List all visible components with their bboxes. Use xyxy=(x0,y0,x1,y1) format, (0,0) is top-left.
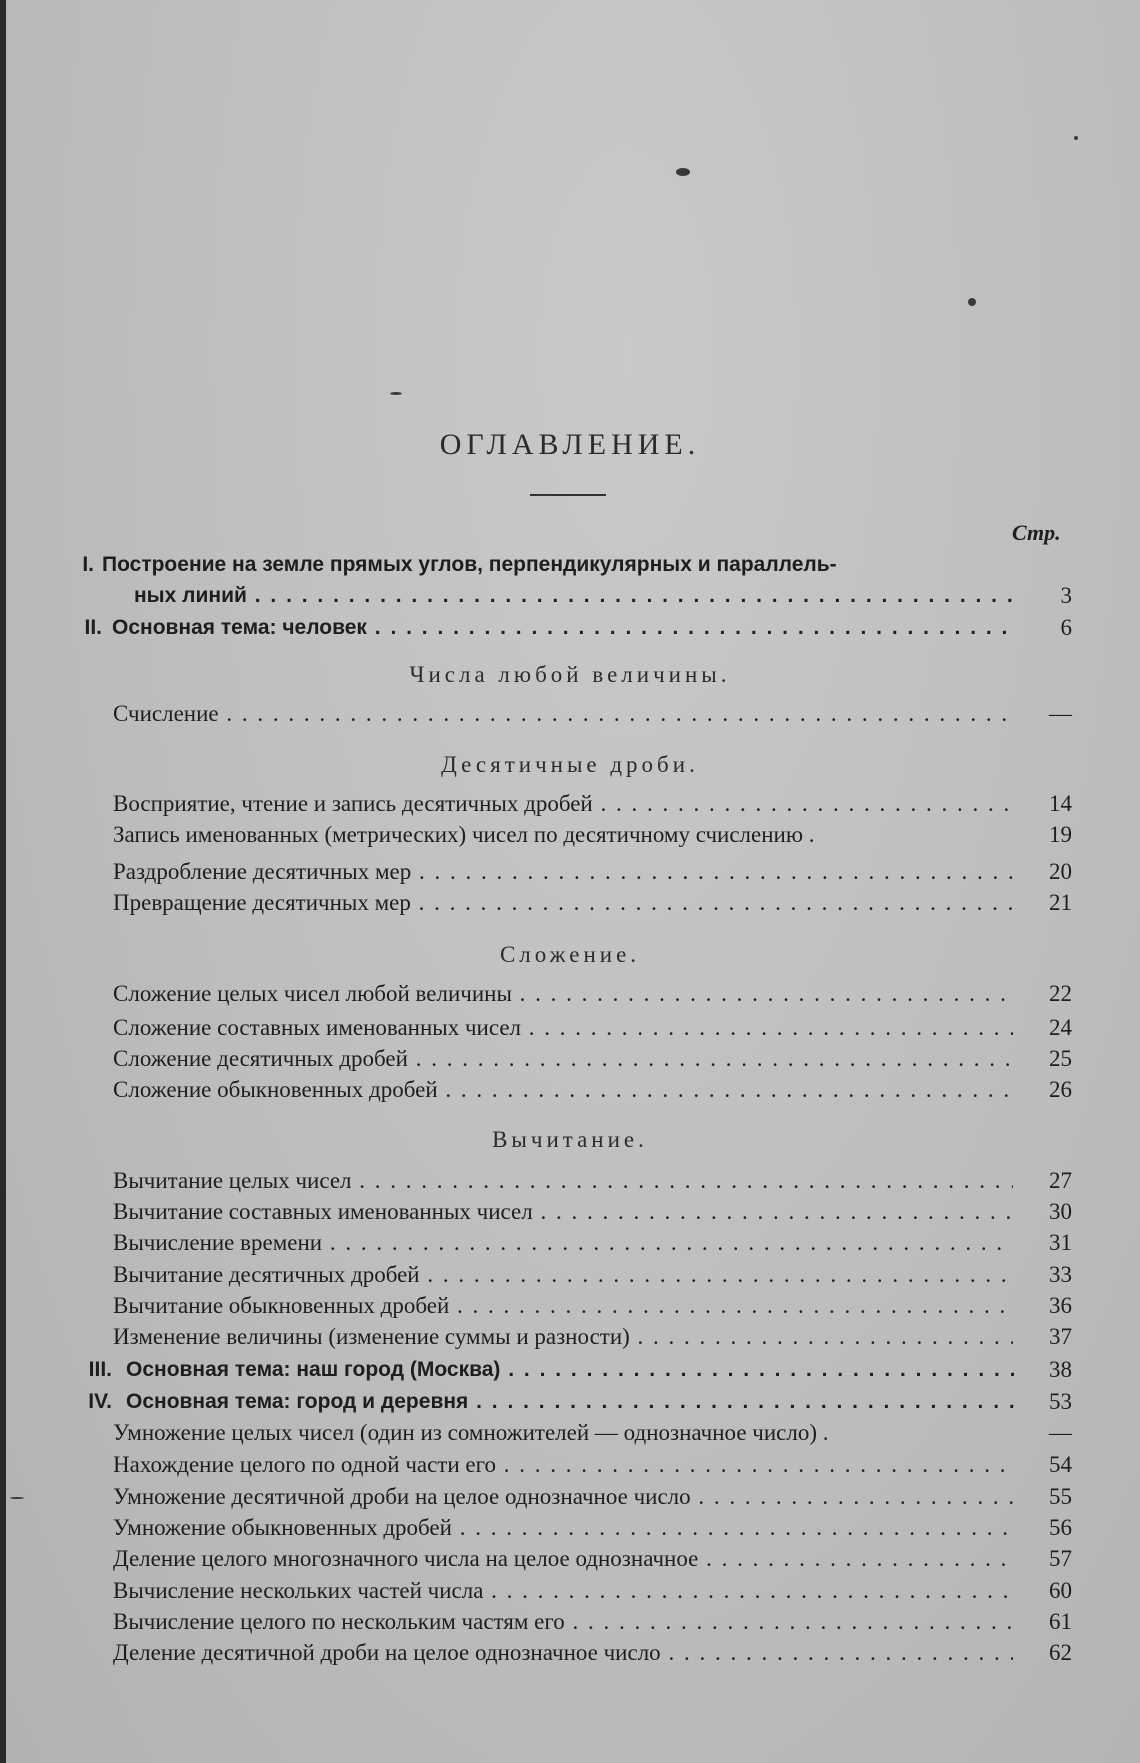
page-number: 21 xyxy=(1049,890,1072,915)
toc-chapter-4[interactable] xyxy=(0,1387,1140,1417)
page-number: 53 xyxy=(1049,1389,1072,1414)
page-number: 37 xyxy=(1049,1324,1072,1349)
chapter-number: III. xyxy=(88,1358,112,1381)
toc-chapter-2[interactable] xyxy=(0,613,1140,643)
toc-item-title: Запись именованных (метрических) чисел по десятичному счислению . xyxy=(113,822,815,847)
page-number: 61 xyxy=(1049,1609,1072,1634)
toc-item[interactable] xyxy=(0,1450,1140,1480)
toc-chapter-1[interactable] xyxy=(0,550,1140,580)
page-column-label: Стр. xyxy=(1012,520,1061,545)
toc-item-title: Деление десятичной дроби на целое однозначное число . . . xyxy=(113,1638,1013,1668)
toc-item[interactable] xyxy=(0,820,1140,850)
toc-item-title: Восприятие, чтение и запись десятичных дробей . . . xyxy=(113,789,1013,819)
toc-item-title: Вычисление времени . . . xyxy=(113,1228,1013,1258)
toc-item[interactable] xyxy=(0,1322,1140,1352)
toc-item-title: Вычитание составных именованных чисел . . . xyxy=(113,1197,1013,1227)
page-number: 56 xyxy=(1049,1515,1072,1540)
toc-item-title: Нахождение целого по одной части его . . . xyxy=(113,1450,1013,1480)
toc-item-title: Умножение обыкновенных дробей . . . xyxy=(113,1513,1013,1543)
speck xyxy=(390,392,402,395)
toc-item[interactable] xyxy=(0,1228,1140,1258)
page-number: 24 xyxy=(1049,1015,1072,1040)
page-number: 60 xyxy=(1049,1578,1072,1603)
toc-item-title: Умножение целых чисел (один из сомножителей — однозначное число) . xyxy=(113,1420,829,1445)
chapter-title: Основная тема: человек . . . xyxy=(112,613,1014,643)
toc-item[interactable] xyxy=(0,699,1140,729)
section-heading: Десятичные дроби. xyxy=(441,752,699,777)
section-heading: Вычитание. xyxy=(492,1127,648,1152)
section-heading: Числа любой величины. xyxy=(409,662,731,687)
page-number: 6 xyxy=(1060,615,1072,640)
toc-item-title: Вычитание десятичных дробей . . . xyxy=(113,1260,1013,1290)
toc-item-title: Счисление . . . xyxy=(113,699,1013,729)
toc-item[interactable] xyxy=(0,1513,1140,1543)
page-number: 20 xyxy=(1049,859,1072,884)
toc-chapter-1-cont[interactable] xyxy=(0,581,1140,611)
toc-chapter-3[interactable] xyxy=(0,1355,1140,1385)
chapter-title: Основная тема: наш город (Москва) . . . xyxy=(126,1355,1014,1385)
toc-item[interactable] xyxy=(0,1482,1140,1512)
page-number: 30 xyxy=(1049,1199,1072,1224)
chapter-number: IV. xyxy=(88,1390,112,1413)
speck xyxy=(1074,136,1078,140)
toc-item[interactable] xyxy=(0,1291,1140,1321)
page-number: 38 xyxy=(1049,1357,1072,1382)
page-number: 25 xyxy=(1049,1046,1072,1071)
page-number: 3 xyxy=(1060,583,1072,608)
toc-item-title: Превращение десятичных мер . . . xyxy=(113,888,1013,918)
toc-item[interactable] xyxy=(0,888,1140,918)
toc-item-title: Умножение десятичной дроби на целое однозначное число . . . xyxy=(113,1482,1013,1512)
toc-item[interactable] xyxy=(0,1013,1140,1043)
toc-item-title: Вычитание целых чисел . . . xyxy=(113,1166,1013,1196)
toc-item[interactable] xyxy=(0,979,1140,1009)
page-number: 62 xyxy=(1049,1640,1072,1665)
page-number: 57 xyxy=(1049,1546,1072,1571)
toc-item-title: Вычитание обыкновенных дробей . . . xyxy=(113,1291,1013,1321)
title-rule xyxy=(530,494,606,496)
page-title: ОГЛАВЛЕНИЕ. xyxy=(439,428,701,461)
toc-item-title: Деление целого многозначного числа на целое однозначное . . . xyxy=(113,1544,1013,1574)
chapter-title: Основная тема: город и деревня . . . xyxy=(126,1387,1014,1417)
chapter-number: II. xyxy=(84,616,102,639)
page-number: 22 xyxy=(1049,981,1072,1006)
page-number: 31 xyxy=(1049,1230,1072,1255)
toc-item[interactable] xyxy=(0,1607,1140,1637)
toc-item[interactable] xyxy=(0,1576,1140,1606)
page-number: 14 xyxy=(1049,791,1072,816)
page-number: — xyxy=(1049,701,1072,726)
speck xyxy=(676,168,690,176)
toc-item[interactable] xyxy=(0,1075,1140,1105)
toc-item-title: Сложение обыкновенных дробей . . . xyxy=(113,1075,1013,1105)
toc-item[interactable] xyxy=(0,1044,1140,1074)
toc-item[interactable] xyxy=(0,1197,1140,1227)
chapter-title-line2: ных линий . . . xyxy=(134,581,1014,611)
page-number: 33 xyxy=(1049,1262,1072,1287)
page-number: 27 xyxy=(1049,1168,1072,1193)
toc-item[interactable] xyxy=(0,1166,1140,1196)
toc-item-title: Раздробление десятичных мер . . . xyxy=(113,857,1013,887)
toc-item[interactable] xyxy=(0,857,1140,887)
toc-item-title: Вычисление целого по нескольким частям его . . . xyxy=(113,1607,1013,1637)
toc-item-title: Вычисление нескольких частей числа . . . xyxy=(113,1576,1013,1606)
toc-item-title: Сложение целых чисел любой величины . . . xyxy=(113,979,1013,1009)
page-number: 26 xyxy=(1049,1077,1072,1102)
speck xyxy=(968,298,976,306)
chapter-title-line1: Построение на земле прямых углов, перпендикулярных и параллель- xyxy=(102,553,837,576)
toc-item[interactable] xyxy=(0,1544,1140,1574)
chapter-number: I. xyxy=(82,553,94,576)
toc-item-title: Сложение десятичных дробей . . . xyxy=(113,1044,1013,1074)
toc-item-title: Сложение составных именованных чисел . . . xyxy=(113,1013,1013,1043)
toc-item[interactable] xyxy=(0,1418,1140,1448)
page-number: 19 xyxy=(1049,822,1072,847)
toc-item[interactable] xyxy=(0,1638,1140,1668)
page-number: 55 xyxy=(1049,1484,1072,1509)
toc-item[interactable] xyxy=(0,789,1140,819)
page-number: 36 xyxy=(1049,1293,1072,1318)
page-number: — xyxy=(1049,1420,1072,1445)
toc-item[interactable] xyxy=(0,1260,1140,1290)
toc-item-title: Изменение величины (изменение суммы и разности) . . . xyxy=(113,1322,1013,1352)
section-heading: Сложение. xyxy=(499,942,641,967)
page-number: 54 xyxy=(1049,1452,1072,1477)
